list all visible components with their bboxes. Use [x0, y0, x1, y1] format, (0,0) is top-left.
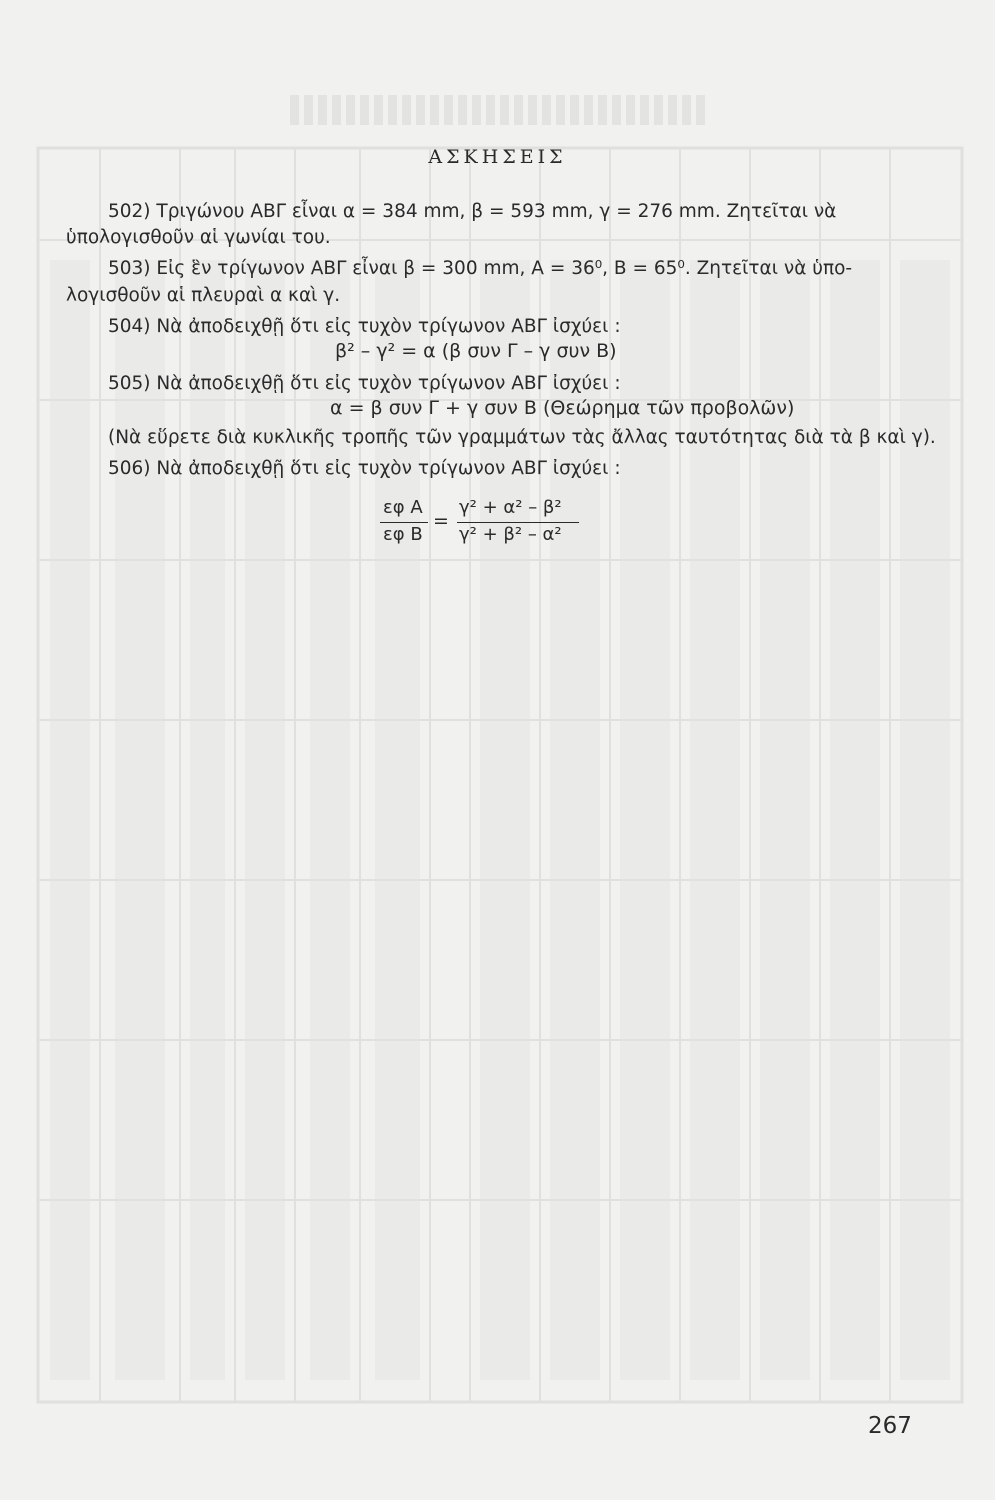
- lhs-denominator: εφ Β: [383, 524, 423, 545]
- rhs-denominator: γ² + β² – α²: [459, 524, 562, 545]
- exercise-504-statement: 504) Νὰ ἀποδειχθῇ ὅτι εἰς τυχὸν τρίγωνον ΑΒΓ ἰσχύει :: [108, 316, 621, 337]
- exercise-506-equals: =: [433, 510, 449, 532]
- section-heading: ΑΣΚΗΣΕΙΣ: [428, 146, 567, 168]
- exercise-505-note: (Νὰ εὕρετε διὰ κυκλικῆς τροπῆς τῶν γραμμάτων τὰς ἄλλας ταυτότητας διὰ τὰ β καὶ γ).: [108, 427, 936, 448]
- page-number: 267: [868, 1413, 912, 1439]
- exercise-503-line-1: 503) Εἰς ἓν τρίγωνον ΑΒΓ εἶναι β = 300 mm, Α = 36⁰, Β = 65⁰. Ζητεῖται νὰ ὑπο-: [108, 258, 853, 279]
- exercise-506-lhs-fraction: [380, 497, 440, 547]
- lhs-numerator: εφ Α: [383, 497, 423, 518]
- exercise-505-formula: α = β συν Γ + γ συν Β (Θεώρημα τῶν προβολῶν): [330, 397, 795, 419]
- exercise-506-rhs-fraction: [457, 497, 587, 547]
- exercise-505-statement: 505) Νὰ ἀποδειχθῇ ὅτι εἰς τυχὸν τρίγωνον ΑΒΓ ἰσχύει :: [108, 373, 621, 394]
- show-through-title: [290, 95, 710, 125]
- exercise-506-statement: 506) Νὰ ἀποδειχθῇ ὅτι εἰς τυχὸν τρίγωνον ΑΒΓ ἰσχύει :: [108, 458, 621, 479]
- exercise-502-line-1: 502) Τριγώνου ΑΒΓ εἶναι α = 384 mm, β = 593 mm, γ = 276 mm. Ζητεῖται νὰ: [108, 201, 837, 222]
- rhs-numerator: γ² + α² – β²: [459, 497, 562, 518]
- exercise-504-formula: β² – γ² = α (β συν Γ – γ συν Β): [335, 340, 617, 362]
- exercise-502-line-2: ὑπολογισθοῦν αἱ γωνίαι του.: [66, 227, 331, 248]
- exercise-503-line-2: λογισθοῦν αἱ πλευραὶ α καὶ γ.: [66, 285, 341, 306]
